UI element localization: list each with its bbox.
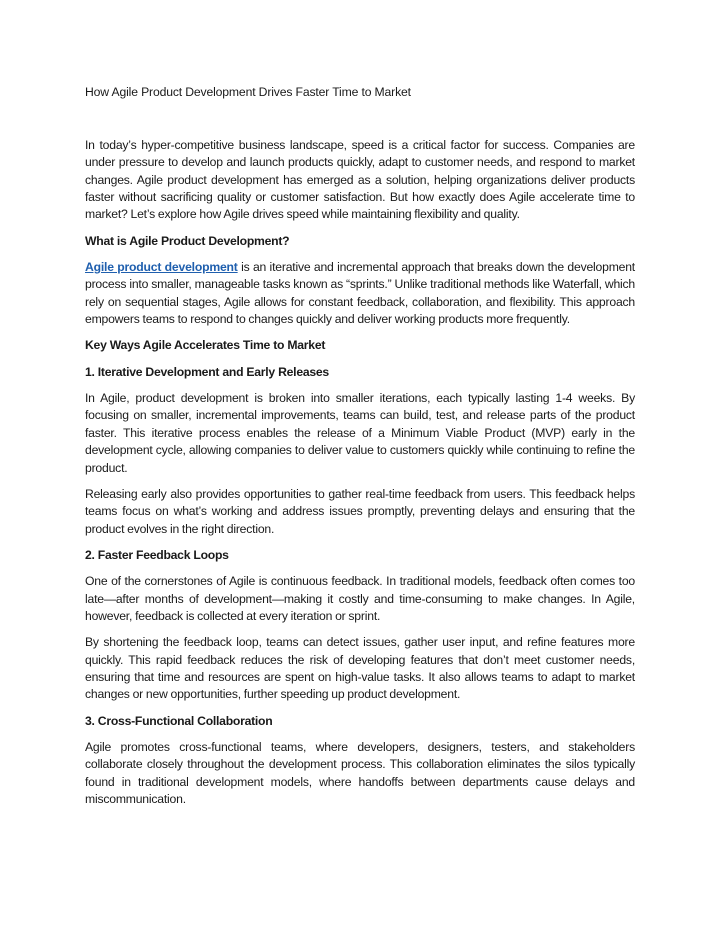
feedback-paragraph-1: One of the cornerstones of Agile is continuous feedback. In traditional models, feedback often comes too late—after months of development—making it costly and time-consuming to make changes. In Agile, however, feedback is collected at every iteration or sprint. (85, 574, 635, 623)
intro-paragraph: In today’s hyper-competitive business landscape, speed is a critical factor for success. Companies are under pressure to develop and launch products quickly, adapt to customer needs, and respond to market changes. Agile product development has emerged as a solution, helping organizations deliver products faster without sacrificing quality or customer satisfaction. But how exactly does Agile accelerate time to market? Let’s explore how Agile drives speed while maintaining flexibility and quality. (85, 138, 635, 222)
collaboration-paragraph-1: Agile promotes cross-functional teams, where developers, designers, testers, and stakeholders collaborate closely throughout the development process. This collaboration eliminates the silos typically found in traditional development models, where handoffs between departments cause delays and miscommunication. (85, 739, 635, 806)
document-page (85, 84, 635, 817)
what-is-agile-body: is an iterative and incremental approach that breaks down the development process into smaller, manageable tasks known as “sprints.” Unlike traditional methods like Waterfall, which rely on sequential stages, Agile allows for constant feedback, collaboration, and flexibility. This approach empowers teams to respond to changes quickly and deliver working products more frequently. (85, 260, 635, 327)
subheading-cross-functional: 3. Cross-Functional Collaboration (85, 713, 273, 728)
iterative-paragraph-2: Releasing early also provides opportunities to gather real-time feedback from users. This feedback helps teams focus on what’s working and address issues promptly, preventing delays and ensuring that the product evolves in the right direction. (85, 486, 635, 536)
iterative-paragraph-1: In Agile, product development is broken into smaller iterations, each typically lasting 1-4 weeks. By focusing on smaller, incremental improvements, teams can build, test, and release parts of the product faster. This iterative process enables the release of a Minimum Viable Product (MVP) early in the development cycle, allowing companies to deliver value to customers quickly while continuing to refine the product. (85, 391, 635, 475)
document-title: How Agile Product Development Drives Faster Time to Market (85, 85, 411, 99)
what-is-agile-paragraph (85, 259, 635, 328)
section-heading-key-ways: Key Ways Agile Accelerates Time to Market (85, 338, 326, 353)
agile-product-development-link[interactable]: Agile product development (85, 260, 238, 275)
feedback-paragraph-2: By shortening the feedback loop, teams can detect issues, gather user input, and refine features more quickly. This rapid feedback reduces the risk of developing features that don’t meet customer needs, ensuring that time and resources are spent on high-value tasks. It also allows teams to adapt to market changes or new opportunities, further speeding up product development. (85, 635, 635, 702)
section-heading-what-is-agile: What is Agile Product Development? (85, 233, 290, 248)
subheading-iterative-development: 1. Iterative Development and Early Releases (85, 364, 329, 379)
subheading-faster-feedback: 2. Faster Feedback Loops (85, 547, 229, 562)
